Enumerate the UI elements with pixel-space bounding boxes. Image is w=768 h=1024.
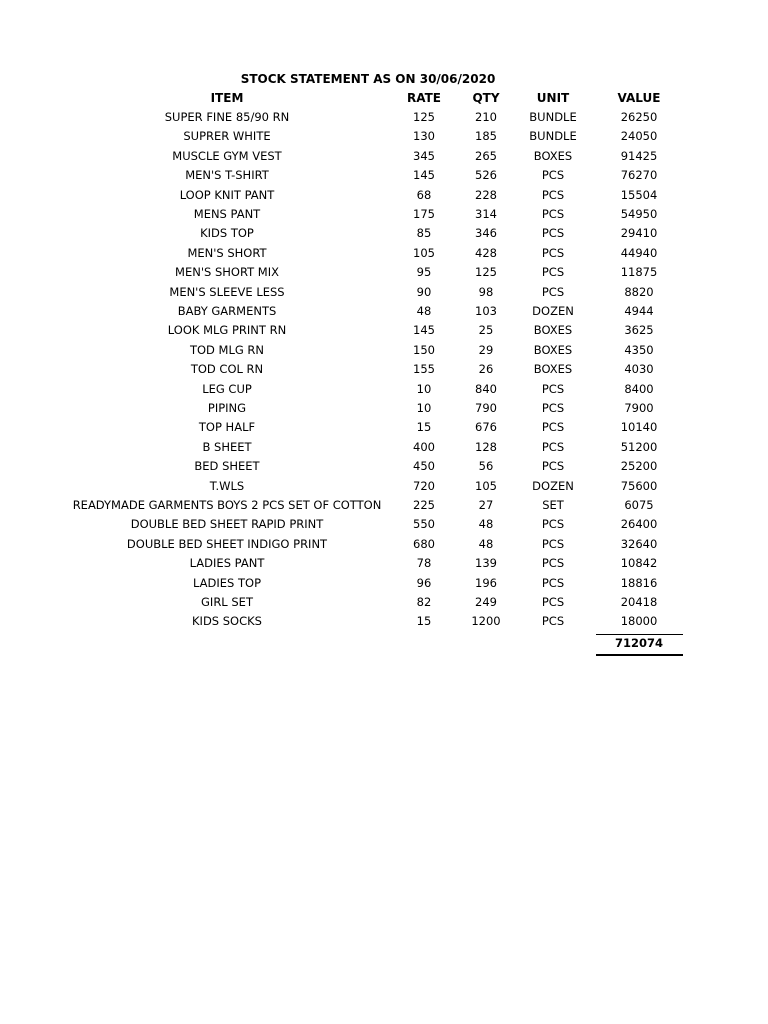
cell-qty: 25 (478, 323, 494, 338)
column-header-value: VALUE (617, 91, 661, 105)
cell-qty: 196 (475, 575, 497, 590)
table-row (0, 127, 768, 146)
cell-value: 26250 (620, 110, 658, 124)
table-row (0, 457, 768, 476)
cell-rate: 345 (413, 148, 435, 163)
cell-rate: 130 (413, 129, 435, 144)
cell-item: TOD MLG RN (189, 342, 265, 357)
cell-unit: PCS (541, 536, 565, 551)
cell-value: 54950 (620, 207, 658, 221)
cell-qty: 48 (478, 517, 494, 532)
cell-rate: 145 (413, 168, 435, 183)
cell-rate: 85 (416, 226, 432, 241)
cell-qty: 346 (475, 226, 497, 241)
cell-unit: PCS (541, 245, 565, 260)
cell-qty: 526 (475, 168, 497, 183)
table-row (0, 496, 768, 515)
table-row (0, 515, 768, 534)
cell-rate: 550 (413, 517, 435, 532)
table-row (0, 341, 768, 360)
cell-item: MUSCLE GYM VEST (172, 148, 282, 163)
cell-unit: PCS (541, 575, 565, 590)
cell-value: 3625 (624, 323, 654, 338)
cell-rate: 78 (416, 556, 432, 571)
cell-value: 11875 (620, 265, 658, 280)
cell-item: DOUBLE BED SHEET INDIGO PRINT (126, 536, 328, 551)
cell-value: 44940 (620, 245, 658, 260)
cell-rate: 15 (416, 614, 432, 629)
table-row (0, 205, 768, 224)
cell-rate: 150 (413, 342, 435, 357)
total-value: 712074 (614, 635, 663, 650)
total-underline (596, 654, 683, 656)
table-row (0, 108, 768, 127)
cell-value: 18000 (620, 614, 658, 629)
cell-qty: 48 (478, 536, 494, 551)
table-row (0, 380, 768, 399)
column-header-item: ITEM (210, 91, 244, 105)
cell-rate: 82 (416, 595, 432, 609)
cell-item: KIDS TOP (200, 226, 254, 241)
cell-qty: 29 (478, 342, 494, 357)
cell-rate: 125 (413, 110, 435, 124)
table-row (0, 477, 768, 496)
cell-unit: DOZEN (532, 304, 574, 318)
column-header-qty: QTY (472, 91, 500, 105)
cell-rate: 68 (416, 187, 432, 202)
cell-item: LOOK MLG PRINT RN (167, 323, 287, 338)
cell-item: LADIES TOP (192, 575, 262, 590)
table-row (0, 554, 768, 573)
cell-item: KIDS SOCKS (192, 614, 262, 629)
cell-rate: 720 (413, 478, 435, 493)
cell-qty: 676 (475, 420, 497, 435)
cell-qty: 27 (478, 498, 494, 512)
cell-unit: PCS (541, 168, 565, 183)
cell-rate: 10 (416, 401, 432, 415)
cell-item: TOD COL RN (190, 362, 264, 377)
cell-unit: BUNDLE (529, 110, 577, 124)
cell-item: MEN'S T-SHIRT (185, 168, 269, 183)
column-header-unit: UNIT (536, 91, 570, 105)
cell-item: MEN'S SHORT MIX (175, 265, 279, 280)
cell-value: 4350 (624, 342, 654, 357)
cell-item: BED SHEET (194, 459, 260, 474)
cell-value: 10842 (620, 556, 658, 571)
cell-unit: DOZEN (532, 478, 574, 493)
cell-rate: 95 (416, 265, 432, 280)
cell-item: LOOP KNIT PANT (179, 187, 275, 202)
cell-item: PIPING (207, 401, 247, 415)
cell-item: T.WLS (209, 478, 245, 493)
cell-value: 18816 (620, 575, 658, 590)
cell-unit: BOXES (533, 362, 573, 377)
cell-item: MEN'S SLEEVE LESS (169, 284, 285, 299)
cell-rate: 145 (413, 323, 435, 338)
cell-qty: 249 (475, 595, 497, 609)
cell-qty: 1200 (471, 614, 501, 629)
table-row (0, 224, 768, 243)
cell-value: 4030 (624, 362, 654, 377)
cell-value: 10140 (620, 420, 658, 435)
cell-qty: 139 (475, 556, 497, 571)
cell-rate: 10 (416, 381, 432, 396)
cell-value: 75600 (620, 478, 658, 493)
cell-qty: 56 (478, 459, 494, 474)
cell-item: SUPER FINE 85/90 RN (164, 110, 290, 124)
page-title: STOCK STATEMENT AS ON 30/06/2020 (240, 72, 496, 86)
table-row (0, 418, 768, 437)
table-row (0, 186, 768, 205)
cell-unit: PCS (541, 420, 565, 435)
cell-unit: PCS (541, 401, 565, 415)
cell-qty: 265 (475, 148, 497, 163)
table-row (0, 302, 768, 321)
cell-qty: 103 (475, 304, 497, 318)
cell-value: 7900 (624, 401, 654, 415)
cell-rate: 225 (413, 498, 435, 512)
cell-unit: PCS (541, 595, 565, 609)
cell-unit: BUNDLE (529, 129, 577, 144)
cell-unit: SET (542, 498, 564, 512)
cell-item: SUPRER WHITE (183, 129, 271, 144)
cell-unit: BOXES (533, 342, 573, 357)
cell-unit: PCS (541, 284, 565, 299)
cell-item: TOP HALF (198, 420, 256, 435)
table-row (0, 438, 768, 457)
cell-value: 8400 (624, 381, 654, 396)
total-row (0, 634, 768, 653)
cell-item: BABY GARMENTS (177, 304, 277, 318)
cell-item: MEN'S SHORT (187, 245, 267, 260)
cell-qty: 125 (475, 265, 497, 280)
cell-rate: 400 (413, 439, 435, 454)
cell-unit: PCS (541, 614, 565, 629)
cell-value: 29410 (620, 226, 658, 241)
table-row (0, 535, 768, 554)
table-row (0, 612, 768, 631)
cell-rate: 155 (413, 362, 435, 377)
cell-item: LEG CUP (202, 381, 252, 396)
cell-item: DOUBLE BED SHEET RAPID PRINT (130, 517, 324, 532)
cell-rate: 450 (413, 459, 435, 474)
cell-unit: PCS (541, 459, 565, 474)
cell-unit: PCS (541, 226, 565, 241)
cell-rate: 105 (413, 245, 435, 260)
cell-unit: BOXES (533, 323, 573, 338)
cell-value: 4944 (624, 304, 654, 318)
cell-qty: 428 (475, 245, 497, 260)
cell-qty: 840 (475, 381, 497, 396)
cell-qty: 185 (475, 129, 497, 144)
cell-item: READYMADE GARMENTS BOYS 2 PCS SET OF COTTON (72, 498, 382, 512)
cell-unit: PCS (541, 439, 565, 454)
cell-qty: 228 (475, 187, 497, 202)
cell-unit: PCS (541, 517, 565, 532)
table-row (0, 166, 768, 185)
table-header (0, 89, 768, 108)
cell-rate: 90 (416, 284, 432, 299)
cell-value: 26400 (620, 517, 658, 532)
column-header-rate: RATE (407, 91, 441, 105)
cell-unit: PCS (541, 207, 565, 221)
cell-unit: BOXES (533, 148, 573, 163)
table-row (0, 593, 768, 612)
cell-item: LADIES PANT (189, 556, 265, 571)
cell-value: 24050 (620, 129, 658, 144)
cell-value: 76270 (620, 168, 658, 183)
table-row (0, 147, 768, 166)
table-row (0, 360, 768, 379)
cell-value: 6075 (624, 498, 654, 512)
table-row (0, 321, 768, 340)
cell-unit: PCS (541, 265, 565, 280)
cell-rate: 48 (416, 304, 432, 318)
cell-value: 20418 (620, 595, 658, 609)
cell-qty: 105 (475, 478, 497, 493)
cell-item: B SHEET (202, 439, 252, 454)
cell-rate: 680 (413, 536, 435, 551)
cell-value: 8820 (624, 284, 654, 299)
cell-qty: 210 (475, 110, 497, 124)
cell-qty: 314 (475, 207, 497, 221)
cell-value: 91425 (620, 148, 658, 163)
cell-value: 32640 (620, 536, 658, 551)
table-row (0, 574, 768, 593)
cell-value: 25200 (620, 459, 658, 474)
cell-qty: 26 (478, 362, 494, 377)
cell-item: MENS PANT (193, 207, 261, 221)
cell-qty: 98 (478, 284, 494, 299)
cell-unit: PCS (541, 381, 565, 396)
table-row (0, 244, 768, 263)
cell-rate: 15 (416, 420, 432, 435)
cell-rate: 96 (416, 575, 432, 590)
cell-qty: 790 (475, 401, 497, 415)
cell-unit: PCS (541, 187, 565, 202)
table-row (0, 399, 768, 418)
cell-item: GIRL SET (201, 595, 253, 609)
table-row (0, 283, 768, 302)
cell-value: 51200 (620, 439, 658, 454)
cell-value: 15504 (620, 187, 658, 202)
cell-unit: PCS (541, 556, 565, 571)
table-row (0, 263, 768, 282)
cell-qty: 128 (475, 439, 497, 454)
cell-rate: 175 (413, 207, 435, 221)
